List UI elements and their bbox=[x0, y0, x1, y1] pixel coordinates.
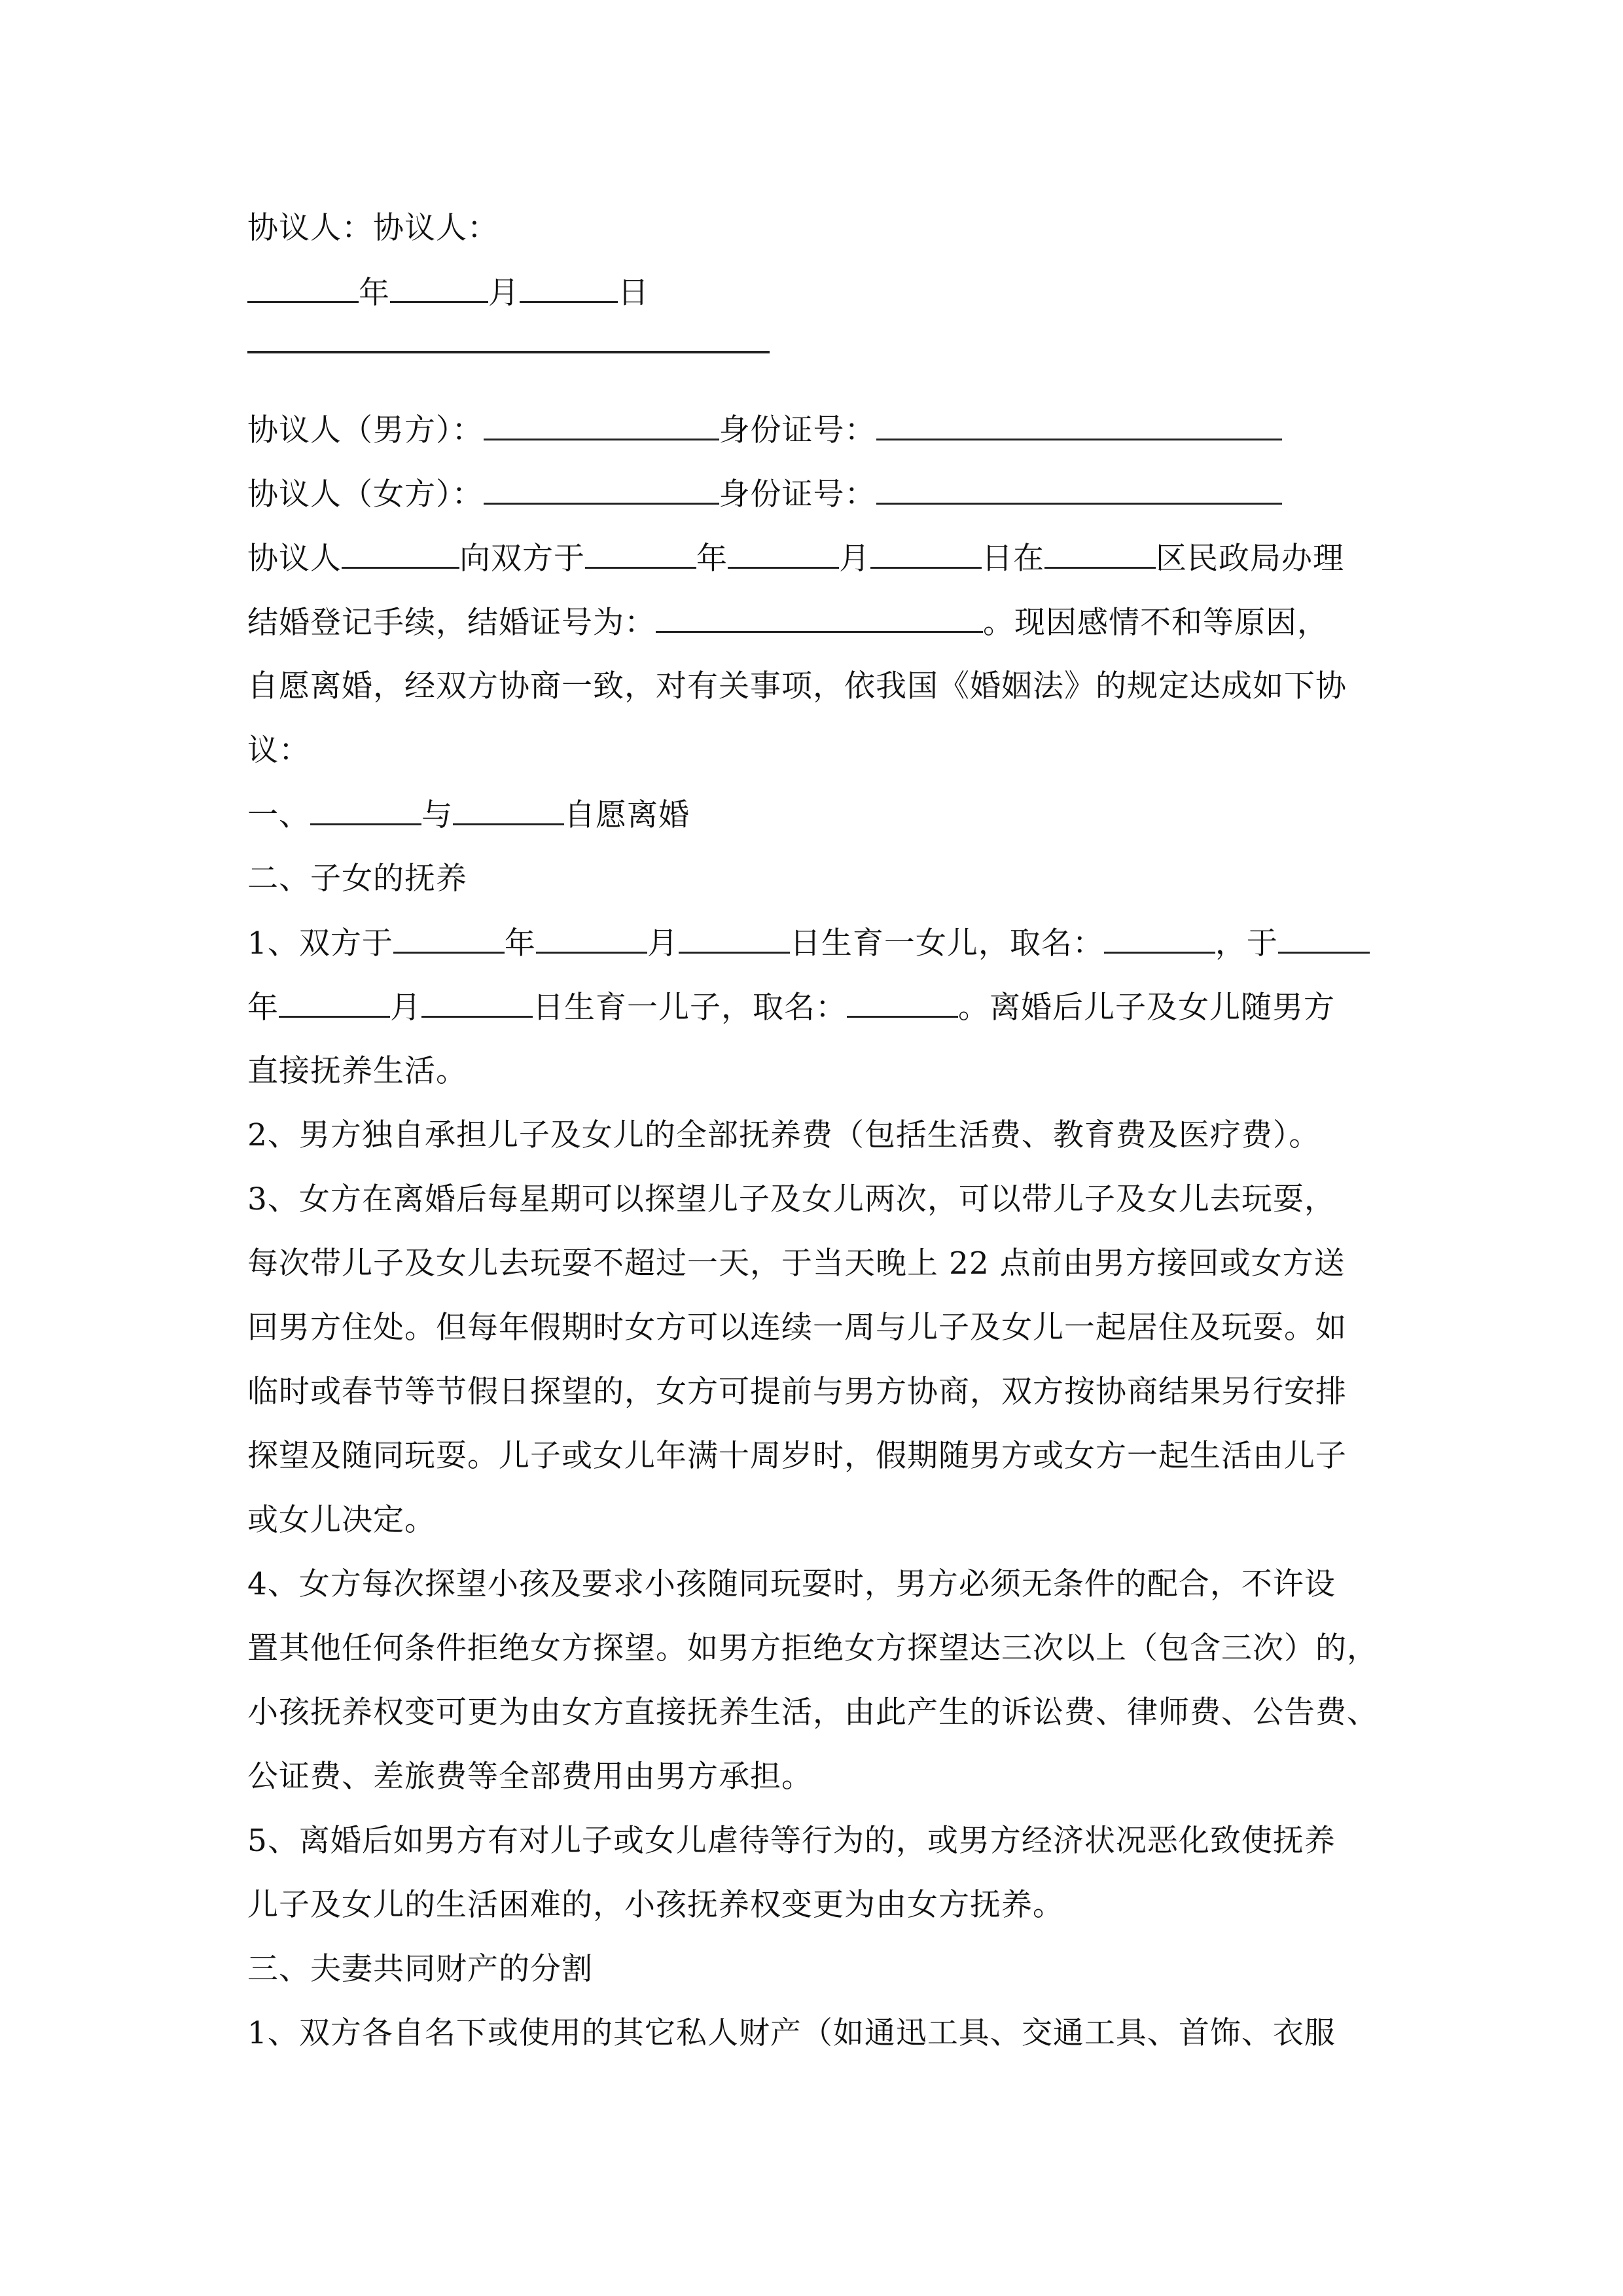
intro-text: 。现因感情不和等原因， bbox=[983, 605, 1329, 641]
male-id-blank[interactable] bbox=[876, 398, 1282, 440]
intro-line-3: 自愿离婚，经双方协商一致，对有关事项，依我国《婚姻法》的规定达成如下协 bbox=[247, 668, 1347, 704]
paragraph-line: 小孩抚养权变可更为由女方直接抚养生活，由此产生的诉讼费、律师费、公告费、 bbox=[247, 1695, 1378, 1731]
paragraph-line: 或女儿决定。 bbox=[247, 1502, 436, 1538]
blank[interactable] bbox=[585, 526, 696, 569]
signers-line: 协议人：协议人： bbox=[247, 210, 499, 246]
daughter-name-blank[interactable] bbox=[1104, 911, 1215, 954]
blank[interactable] bbox=[342, 526, 459, 569]
paragraph-line: 探望及随同玩耍。儿子或女儿年满十周岁时，假期随男方或女方一起生活由儿子 bbox=[247, 1438, 1347, 1474]
section-1-number: 一、 bbox=[247, 797, 310, 833]
marriage-cert-blank[interactable] bbox=[656, 590, 983, 633]
intro-text: 区民政局办理 bbox=[1156, 541, 1344, 577]
item-text: ，于 bbox=[1215, 925, 1278, 961]
paragraph-line: 儿子及女儿的生活困难的，小孩抚养权变更为由女方抚养。 bbox=[247, 1887, 1064, 1923]
intro-text: 协议人 bbox=[247, 541, 342, 577]
blank[interactable] bbox=[310, 783, 421, 825]
intro-text: 日在 bbox=[982, 541, 1044, 577]
month-blank[interactable] bbox=[390, 260, 488, 303]
section-2-item-2: 2、男方独自承担儿子及女儿的全部抚养费（包括生活费、教育费及医疗费）。 bbox=[247, 1117, 1321, 1153]
section-2-item-3 bbox=[247, 1168, 1383, 1552]
intro-text: 月 bbox=[839, 541, 870, 577]
item-text: 日生育一女儿，取名： bbox=[789, 925, 1104, 961]
intro-text: 结婚登记手续，结婚证号为： bbox=[247, 605, 656, 641]
paragraph-line: 5、离婚后如男方有对儿子或女儿虐待等行为的，或男方经济状况恶化致使抚养 bbox=[247, 1823, 1336, 1859]
intro-text: 年 bbox=[696, 541, 728, 577]
paragraph-line: 每次带儿子及女儿去玩耍不超过一天，于当天晚上 22 点前由男方接回或女方送 bbox=[247, 1246, 1346, 1282]
female-party-label: 协议人（女方）： bbox=[247, 476, 484, 512]
paragraph-line: 回男方住处。但每年假期时女方可以连续一周与儿子及女儿一起居住及玩耍。如 bbox=[247, 1310, 1347, 1346]
month-label: 月 bbox=[488, 275, 520, 311]
item-text: 年 bbox=[247, 990, 279, 1026]
section-3-item-1: 1、双方各自名下或使用的其它私人财产（如通迅工具、交通工具、首饰、衣服 bbox=[247, 2015, 1336, 2051]
paragraph-line: 置其他任何条件拒绝女方探望。如男方拒绝女方探望达三次以上（包含三次）的， bbox=[247, 1630, 1378, 1666]
blank[interactable] bbox=[393, 911, 505, 954]
paragraph-line: 3、女方在离婚后每星期可以探望儿子及女儿两次，可以带儿子及女儿去玩耍， bbox=[247, 1181, 1336, 1217]
item-text: 日生育一儿子，取名： bbox=[533, 990, 847, 1026]
male-party-line bbox=[247, 398, 1383, 462]
female-id-blank[interactable] bbox=[876, 462, 1282, 505]
paragraph-line: 公证费、差旅费等全部费用由男方承担。 bbox=[247, 1759, 813, 1795]
item-text: 。离婚后儿子及女儿随男方 bbox=[958, 990, 1335, 1026]
female-id-label: 身份证号： bbox=[719, 476, 876, 512]
intro-line-4: 议： bbox=[247, 732, 310, 768]
blank[interactable] bbox=[728, 526, 839, 569]
section-1-text: 与 bbox=[421, 797, 453, 833]
blank[interactable] bbox=[279, 975, 390, 1018]
section-2-title: 二、子女的抚养 bbox=[247, 861, 467, 897]
paragraph-line: 4、女方每次探望小孩及要求小孩随同玩耍时，男方必须无条件的配合，不许设 bbox=[247, 1566, 1336, 1602]
blank[interactable] bbox=[536, 911, 647, 954]
blank[interactable] bbox=[679, 911, 790, 954]
female-party-line bbox=[247, 462, 1383, 526]
blank[interactable] bbox=[1044, 526, 1156, 569]
item-text: 月 bbox=[647, 925, 679, 961]
female-name-blank[interactable] bbox=[484, 462, 719, 505]
item-text: 月 bbox=[390, 990, 421, 1026]
day-blank[interactable] bbox=[520, 260, 618, 303]
male-name-blank[interactable] bbox=[484, 398, 719, 440]
day-label: 日 bbox=[618, 275, 649, 311]
male-id-label: 身份证号： bbox=[719, 412, 876, 448]
section-2-item-1-line-3: 直接抚养生活。 bbox=[247, 1053, 467, 1089]
section-2-item-5 bbox=[247, 1809, 1383, 1937]
son-name-blank[interactable] bbox=[847, 975, 958, 1018]
blank[interactable] bbox=[421, 975, 533, 1018]
section-3-title: 三、夫妻共同财产的分割 bbox=[247, 1951, 593, 1987]
intro-line-2 bbox=[247, 590, 1383, 655]
item-text: 年 bbox=[504, 925, 536, 961]
year-label: 年 bbox=[359, 275, 390, 311]
blank[interactable] bbox=[1278, 911, 1370, 954]
paragraph-line: 临时或春节等节假日探望的，女方可提前与男方协商，双方按协商结果另行安排 bbox=[247, 1374, 1347, 1410]
blank[interactable] bbox=[453, 783, 564, 825]
section-1-text: 自愿离婚 bbox=[564, 797, 690, 833]
blank[interactable] bbox=[870, 526, 982, 569]
document-page bbox=[247, 196, 1383, 2066]
intro-text: 向双方于 bbox=[459, 541, 585, 577]
section-2-item-1-line-1 bbox=[247, 911, 1383, 975]
date-line bbox=[247, 260, 1383, 325]
year-blank[interactable] bbox=[247, 260, 359, 303]
section-1 bbox=[247, 783, 1383, 847]
separator-rule bbox=[247, 351, 770, 353]
section-2-item-1-line-2 bbox=[247, 975, 1383, 1039]
male-party-label: 协议人（男方）： bbox=[247, 412, 484, 448]
section-2-item-4 bbox=[247, 1552, 1383, 1809]
item-text: 1、双方于 bbox=[247, 925, 393, 961]
intro-line-1 bbox=[247, 526, 1383, 590]
